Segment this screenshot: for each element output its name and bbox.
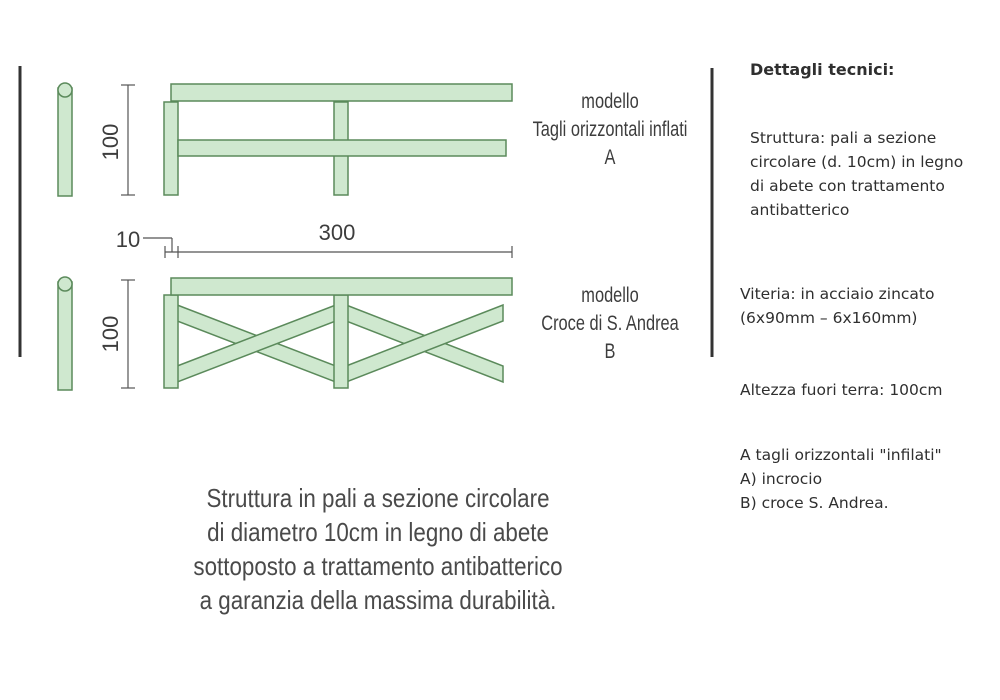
tech-viteria-line2: (6x90mm – 6x160mm) [740,309,918,327]
model-b-side-post-cap [58,277,72,291]
tech-title: Dettagli tecnici: [750,60,895,79]
model-a-label-line3: A [604,146,616,169]
model-b-height-label: 100 [98,315,123,353]
tech-viteria [740,282,934,330]
post-dimension [143,238,178,258]
model-b-top-rail [171,278,512,295]
model-a-left-post [164,102,178,195]
caption-line1: Struttura in pali a sezione circolare [206,483,550,513]
model-a-height-dimension [121,85,135,195]
model-a-side-post [58,88,72,196]
model-a-top-rail [171,84,512,101]
model-b-middle-post [334,295,348,388]
model-b-label-line1: modello [581,284,639,307]
tech-struttura-line1: Struttura: pali a sezione [750,129,937,147]
tech-struttura-line4: antibatterico [750,201,850,219]
tech-viteria-line1: Viteria: in acciaio zincato [740,285,935,303]
caption-line3: sottoposto a trattamento antibatterico [193,551,563,581]
model-b-drawing [58,277,512,390]
model-b-side-post [58,282,72,390]
tech-struttura [750,126,963,222]
tech-altezza: Altezza fuori terra: 100cm [740,381,943,399]
model-b-label-line2: Croce di S. Andrea [541,312,679,335]
tech-struttura-line3: di abete con trattamento [750,177,945,195]
model-b-label-line3: B [604,340,616,363]
model-a-side-post-cap [58,83,72,97]
caption-line4: a garanzia della massima durabilità. [199,585,557,615]
model-b-height-dimension [121,280,135,388]
model-b-label [524,282,696,366]
model-a-drawing [58,83,512,196]
model-b-left-post [164,295,178,388]
width-dimension-label: 300 [318,220,356,245]
tech-tagli-line3: B) croce S. Andrea. [740,494,889,512]
model-a-label-line1: modello [581,90,639,113]
model-a-label [524,88,696,172]
tech-struttura-line2: circolare (d. 10cm) in legno [750,153,964,171]
model-a-height-label: 100 [98,123,123,161]
width-dimension [165,246,512,258]
model-a-middle-rail [178,140,506,156]
tech-tagli [740,443,942,515]
post-dimension-label: 10 [115,227,141,252]
tech-tagli-line1: A tagli orizzontali "infilati" [740,446,942,464]
tech-tagli-line2: A) incrocio [740,470,823,488]
model-a-label-line2: Tagli orizzontali inflati [532,118,688,141]
caption [146,481,610,617]
caption-line2: di diametro 10cm in legno di abete [207,517,549,547]
